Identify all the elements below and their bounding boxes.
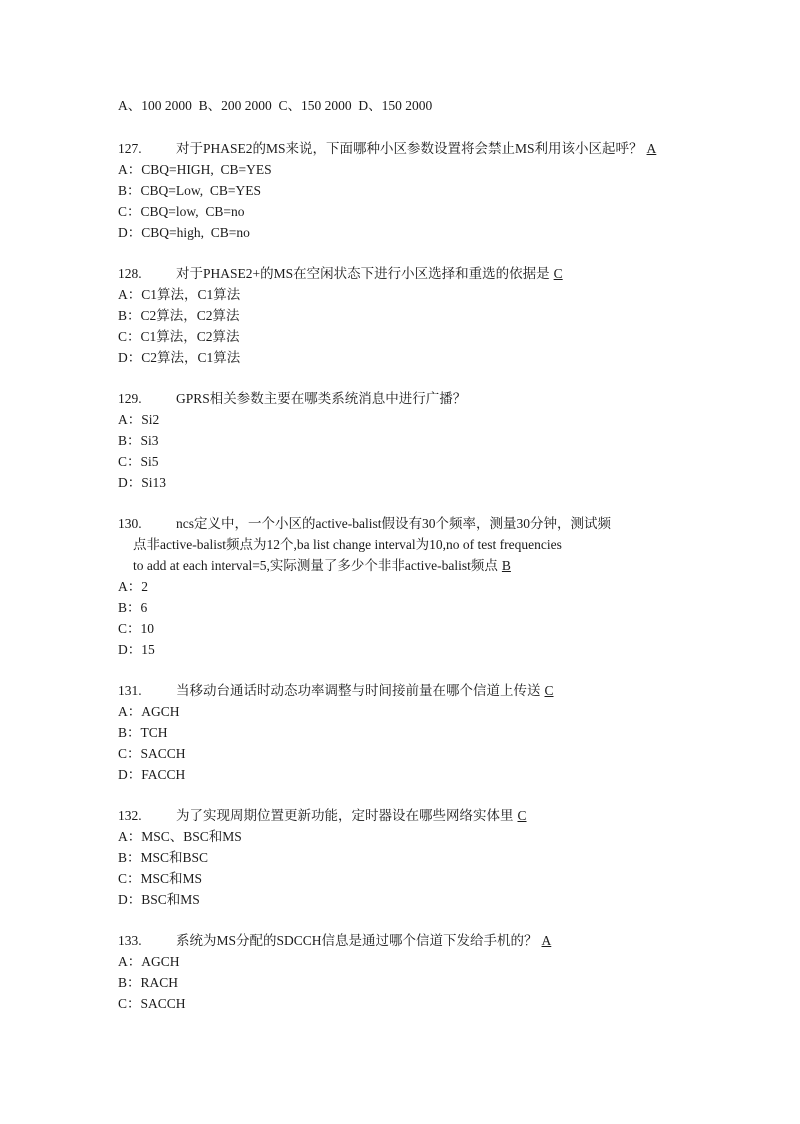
question-text: ncs定义中，一个小区的active-balist假设有30个频率，测量30分钟，测试频 (176, 516, 611, 531)
option: D：15 (118, 642, 155, 657)
question-number: 130. (118, 516, 142, 531)
question-131 (118, 681, 562, 701)
top-options-line: A、100 2000 B、200 2000 C、150 2000 D、150 2000 (118, 98, 433, 113)
answer-mark: A (646, 141, 657, 156)
option: A：C1算法，C1算法 (118, 287, 241, 302)
option: A：CBQ=HIGH, CB=YES (118, 162, 272, 177)
question-number: 127. (118, 141, 142, 156)
option: B：RACH (118, 975, 179, 990)
answer-mark: A (541, 933, 552, 948)
question-text: 当移动台通话时动态功率调整与时间接前量在哪个信道上传送 (176, 683, 541, 698)
question-number: 128. (118, 266, 142, 281)
option: B：CBQ=Low, CB=YES (118, 183, 261, 198)
question-text: 系统为MS分配的SDCCH信息是通过哪个信道下发给手机的？ (176, 933, 538, 948)
question-132 (118, 806, 535, 826)
question-text: GPRS相关参数主要在哪类系统消息中进行广播？ (176, 391, 467, 406)
question-text: 对于PHASE2+的MS在空闲状态下进行小区选择和重选的依据是 (176, 266, 550, 281)
option: A：Si2 (118, 412, 160, 427)
option: B：MSC和BSC (118, 850, 209, 865)
option: C：Si5 (118, 454, 159, 469)
question-text: 对于PHASE2的MS来说，下面哪种小区参数设置将会禁止MS利用该小区起呼？ (176, 141, 643, 156)
question-129 (118, 389, 466, 409)
option: D：C2算法，C1算法 (118, 350, 241, 365)
option: D：FACCH (118, 767, 186, 782)
answer-mark: C (517, 808, 527, 823)
option: B：TCH (118, 725, 168, 740)
option: A：2 (118, 579, 148, 594)
question-text-line-2: 点非active-balist频点为12个,ba list change interval为10,no of test frequencies (133, 537, 562, 552)
question-133 (118, 931, 559, 951)
option: A：AGCH (118, 704, 180, 719)
option: D：BSC和MS (118, 892, 200, 907)
question-127 (118, 139, 664, 159)
question-text-line-3-text: to add at each interval=5,实际测量了多少个非非active-balist频点 (133, 558, 498, 573)
question-128 (118, 264, 571, 284)
option: D：CBQ=high, CB=no (118, 225, 250, 240)
question-number: 129. (118, 391, 142, 406)
option: B：C2算法，C2算法 (118, 308, 240, 323)
option: C：SACCH (118, 746, 186, 761)
question-text: 为了实现周期位置更新功能，定时器设在哪些网络实体里 (176, 808, 514, 823)
option: C：SACCH (118, 996, 186, 1011)
option: B：Si3 (118, 433, 159, 448)
question-text-line-3 (133, 556, 519, 576)
option: C：CBQ=low, CB=no (118, 204, 245, 219)
option: A：AGCH (118, 954, 180, 969)
option: A：MSC、BSC和MS (118, 829, 242, 844)
option: B：6 (118, 600, 148, 615)
answer-mark: B (501, 558, 511, 573)
option: C：C1算法，C2算法 (118, 329, 240, 344)
option: D：Si13 (118, 475, 167, 490)
option: C：10 (118, 621, 155, 636)
answer-mark: C (553, 266, 563, 281)
question-130 (118, 514, 611, 534)
question-number: 133. (118, 933, 142, 948)
question-number: 132. (118, 808, 142, 823)
answer-mark: C (544, 683, 554, 698)
option: C：MSC和MS (118, 871, 203, 886)
question-number: 131. (118, 683, 142, 698)
